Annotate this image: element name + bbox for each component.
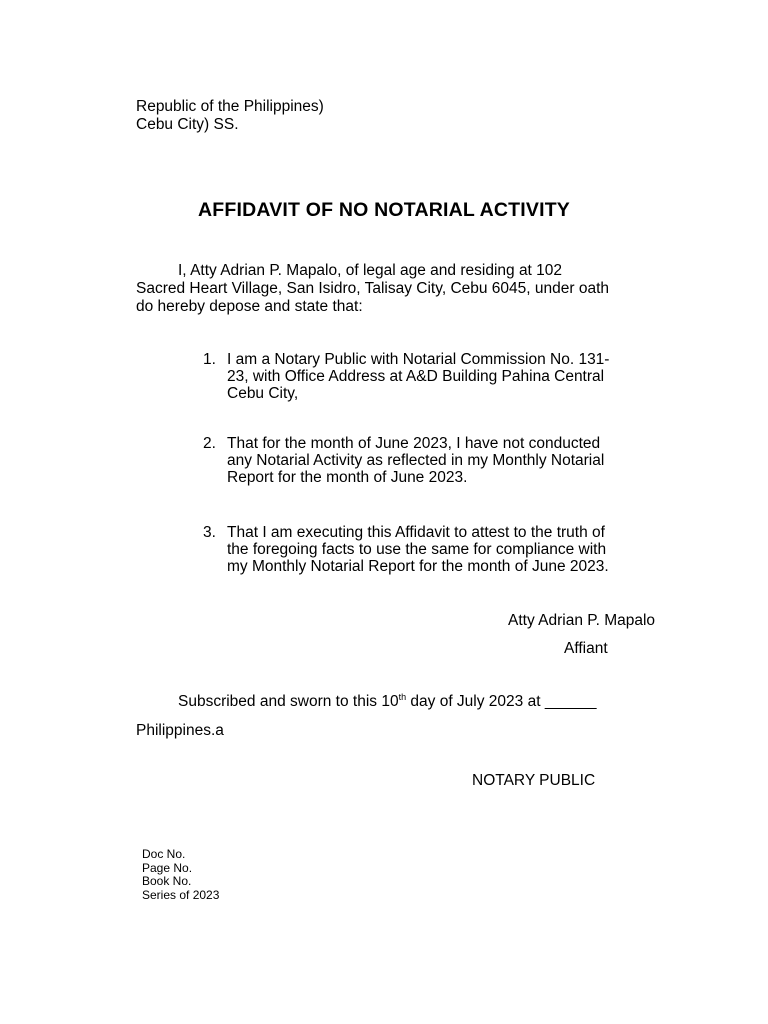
place-line: Philippines.a [136,722,224,739]
intro-paragraph [136,262,696,316]
list-item-number: 3. [203,524,216,541]
list-item-line: any Notarial Activity as reflected in my Monthly Notarial [227,452,605,469]
series-label: Series of 2023 [142,887,220,902]
list-item-line: my Monthly Notarial Report for the month of June 2023. [227,558,609,575]
list-item-line: Report for the month of June 2023. [227,469,468,486]
notarial-register-block [142,848,219,902]
list-item-line: Cebu City, [227,385,299,402]
list-item-line: I am a Notary Public with Notarial Commission No. 131- [227,351,610,368]
subscribed-line [178,693,597,710]
list-item-line: the foregoing facts to use the same for compliance with [227,541,607,558]
document-title: AFFIDAVIT OF NO NOTARIAL ACTIVITY [197,199,571,221]
doc-number-label: Doc No. [142,847,186,861]
ordinal-suffix: th [398,692,407,702]
affiant-name: Atty Adrian P. Mapalo [508,612,656,629]
list-item-number: 1. [203,351,216,368]
page-number-label: Page No. [142,860,193,875]
notary-public-label: NOTARY PUBLIC [472,772,596,789]
list-item-line: That for the month of June 2023, I have not conducted [227,435,601,452]
intro-line-2: Sacred Heart Village, San Isidro, Talisay City, Cebu 6045, under oath [136,280,610,297]
affiant-label: Affiant [564,640,608,657]
list-item-line: 23, with Office Address at A&D Building Pahina Central [227,368,605,385]
intro-line-3: do hereby depose and state that: [136,298,363,315]
venue-line-1: Republic of the Philippines) [136,98,324,115]
subscribed-text-after: day of July 2023 at ______ [406,693,597,710]
venue-line-2: Cebu City) SS. [136,116,239,133]
book-number-label: Book No. [142,874,192,888]
subscribed-text-before: Subscribed and sworn to this 10 [178,693,399,710]
list-item-number: 2. [203,435,216,452]
intro-line-1: I, Atty Adrian P. Mapalo, of legal age and residing at 102 [178,262,563,279]
list-item-line: That I am executing this Affidavit to attest to the truth of [227,524,605,541]
